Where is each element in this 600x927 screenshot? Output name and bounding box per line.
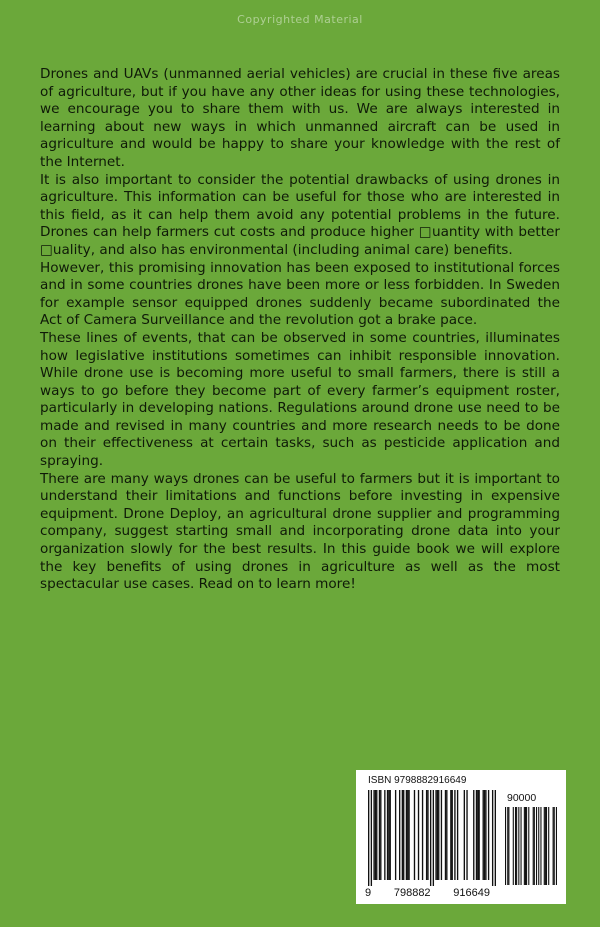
- barcode-bar: [485, 790, 486, 880]
- ean-digit-group: 9: [365, 887, 372, 899]
- addon-barcode-bar: [515, 807, 516, 885]
- isbn-barcode-box: [356, 770, 566, 904]
- barcode-bar: [380, 790, 381, 880]
- isbn-label: ISBN 9798882916649: [368, 775, 467, 786]
- barcode-bar: [484, 790, 485, 880]
- barcode-bar: [387, 790, 388, 880]
- ean13-barcode: [368, 790, 496, 890]
- addon-barcode-bar: [536, 807, 537, 885]
- barcode-bar: [488, 790, 489, 880]
- addon-barcode-bar: [526, 807, 527, 885]
- addon-barcode-bar: [546, 807, 547, 885]
- barcode-bar: [371, 790, 372, 886]
- barcode-bar: [495, 790, 496, 886]
- paragraph: It is also important to consider the potential drawbacks of using drones in agriculture. This information can be useful for those who are interested in this field, as it can help them avoid any potential problems in the future. Drones can help farmers cut costs and produce higher □uantity with better □uality, and also has environmental (including animal care) benefits.: [40, 171, 560, 258]
- barcode-bar: [476, 790, 477, 880]
- barcode-bar: [427, 790, 428, 880]
- barcode-bar: [373, 790, 374, 880]
- price-code-label: 90000: [507, 792, 537, 804]
- addon-barcode-bar: [520, 807, 521, 885]
- addon-barcode-bar: [505, 807, 506, 885]
- addon-barcode-bar: [554, 807, 555, 885]
- barcode-bar: [403, 790, 404, 880]
- paragraph: Drones and UAVs (unmanned aerial vehicles) are crucial in these five areas of agriculture, but if you have any other ideas for using these technologies, we encourage you to share them with us. We are always interested in learning about new ways in which unmanned aircraft can be used in agriculture and would be happy to share your knowledge with the rest of the Internet.: [40, 66, 560, 170]
- barcode-bar: [379, 790, 380, 880]
- barcode-bar: [384, 790, 385, 880]
- price-addon-barcode: [505, 807, 557, 887]
- back-cover-text: [40, 66, 560, 594]
- barcode-bar: [478, 790, 479, 880]
- addon-barcode-bar: [534, 807, 535, 885]
- barcode-bar: [408, 790, 409, 880]
- addon-barcode-bar: [538, 807, 539, 885]
- barcode-bar: [395, 790, 396, 880]
- barcode-bar: [407, 790, 408, 880]
- ean-digits: [365, 887, 490, 899]
- addon-barcode-bar: [544, 807, 545, 885]
- barcode-bar: [492, 790, 493, 886]
- barcode-bar: [402, 790, 403, 880]
- barcode-bar: [406, 790, 407, 880]
- paragraph: There are many ways drones can be useful to farmers but it is important to understand their limitations and functions before investing in expensive equipment. Drone Deploy, an agricultural drone supplier and programming company, suggest starting small and incorporating drone data into your organization slowly for the best results. In this guide book we will explore the key benefits of using drones in agriculture as well as the most spectacular use cases. Read on to learn more!: [40, 470, 560, 593]
- barcode-bar: [422, 790, 423, 880]
- addon-barcode-bar: [525, 807, 526, 885]
- barcode-bar: [477, 790, 478, 880]
- barcode-bar: [483, 790, 484, 880]
- barcode-bar: [466, 790, 467, 880]
- barcode-bar: [441, 790, 442, 880]
- ean-digit-group: 916649: [453, 887, 490, 899]
- barcode-bar: [399, 790, 400, 880]
- barcode-bar: [390, 790, 391, 880]
- addon-barcode-bar: [508, 807, 509, 885]
- barcode-bar: [457, 790, 458, 880]
- addon-barcode-bar: [533, 807, 534, 885]
- barcode-bar: [388, 790, 389, 880]
- addon-barcode-bar: [516, 807, 517, 885]
- barcode-bar: [454, 790, 455, 880]
- addon-barcode-bar: [518, 807, 519, 885]
- addon-barcode-bar: [540, 807, 541, 885]
- barcode-bar: [446, 790, 447, 880]
- barcode-bar: [414, 790, 415, 880]
- barcode-bar: [426, 790, 427, 880]
- addon-barcode-bar: [553, 807, 554, 885]
- barcode-bar: [433, 790, 434, 886]
- barcode-bar: [430, 790, 431, 886]
- barcode-bar: [445, 790, 446, 880]
- barcode-bar: [473, 790, 474, 880]
- paragraph: However, this promising innovation has been exposed to institutional forces and in some countries drones have been more or less forbidden. In Sweden for example sensor equipped drones suddenly became subordinated the Act of Camera Surveillance and the revolution got a brake pace.: [40, 259, 560, 329]
- barcode-bar: [435, 790, 436, 880]
- barcode-bar: [375, 790, 376, 880]
- barcode-bar: [376, 790, 377, 880]
- addon-barcode-bar: [556, 807, 557, 885]
- copyright-watermark: Copyrighted Material: [237, 13, 363, 26]
- barcode-bar: [464, 790, 465, 880]
- paragraph: These lines of events, that can be observed in some countries, illuminates how legislative institutions sometimes can inhibit responsible innovation. While drone use is becoming more useful to small farmers, there is still a ways to go before they become part of every farmer’s equipment roster, particularly in developing nations. Regulations around drone use need to be made and revised in many countries and more research needs to be done on their effectiveness at certain tasks, such as pesticide application and spraying.: [40, 329, 560, 470]
- barcode-bar: [368, 790, 369, 886]
- addon-barcode-bar: [513, 807, 514, 885]
- barcode-bar: [437, 790, 438, 880]
- addon-barcode-bar: [507, 807, 508, 885]
- ean-digit-group: 798882: [393, 887, 431, 899]
- barcode-bar: [418, 790, 419, 880]
- addon-barcode-bar: [545, 807, 546, 885]
- addon-barcode-bar: [528, 807, 529, 885]
- addon-barcode-bar: [548, 807, 549, 885]
- barcode-bar: [450, 790, 451, 880]
- barcode-bar: [438, 790, 439, 880]
- barcode-bar: [452, 790, 453, 880]
- addon-barcode-bar: [524, 807, 525, 885]
